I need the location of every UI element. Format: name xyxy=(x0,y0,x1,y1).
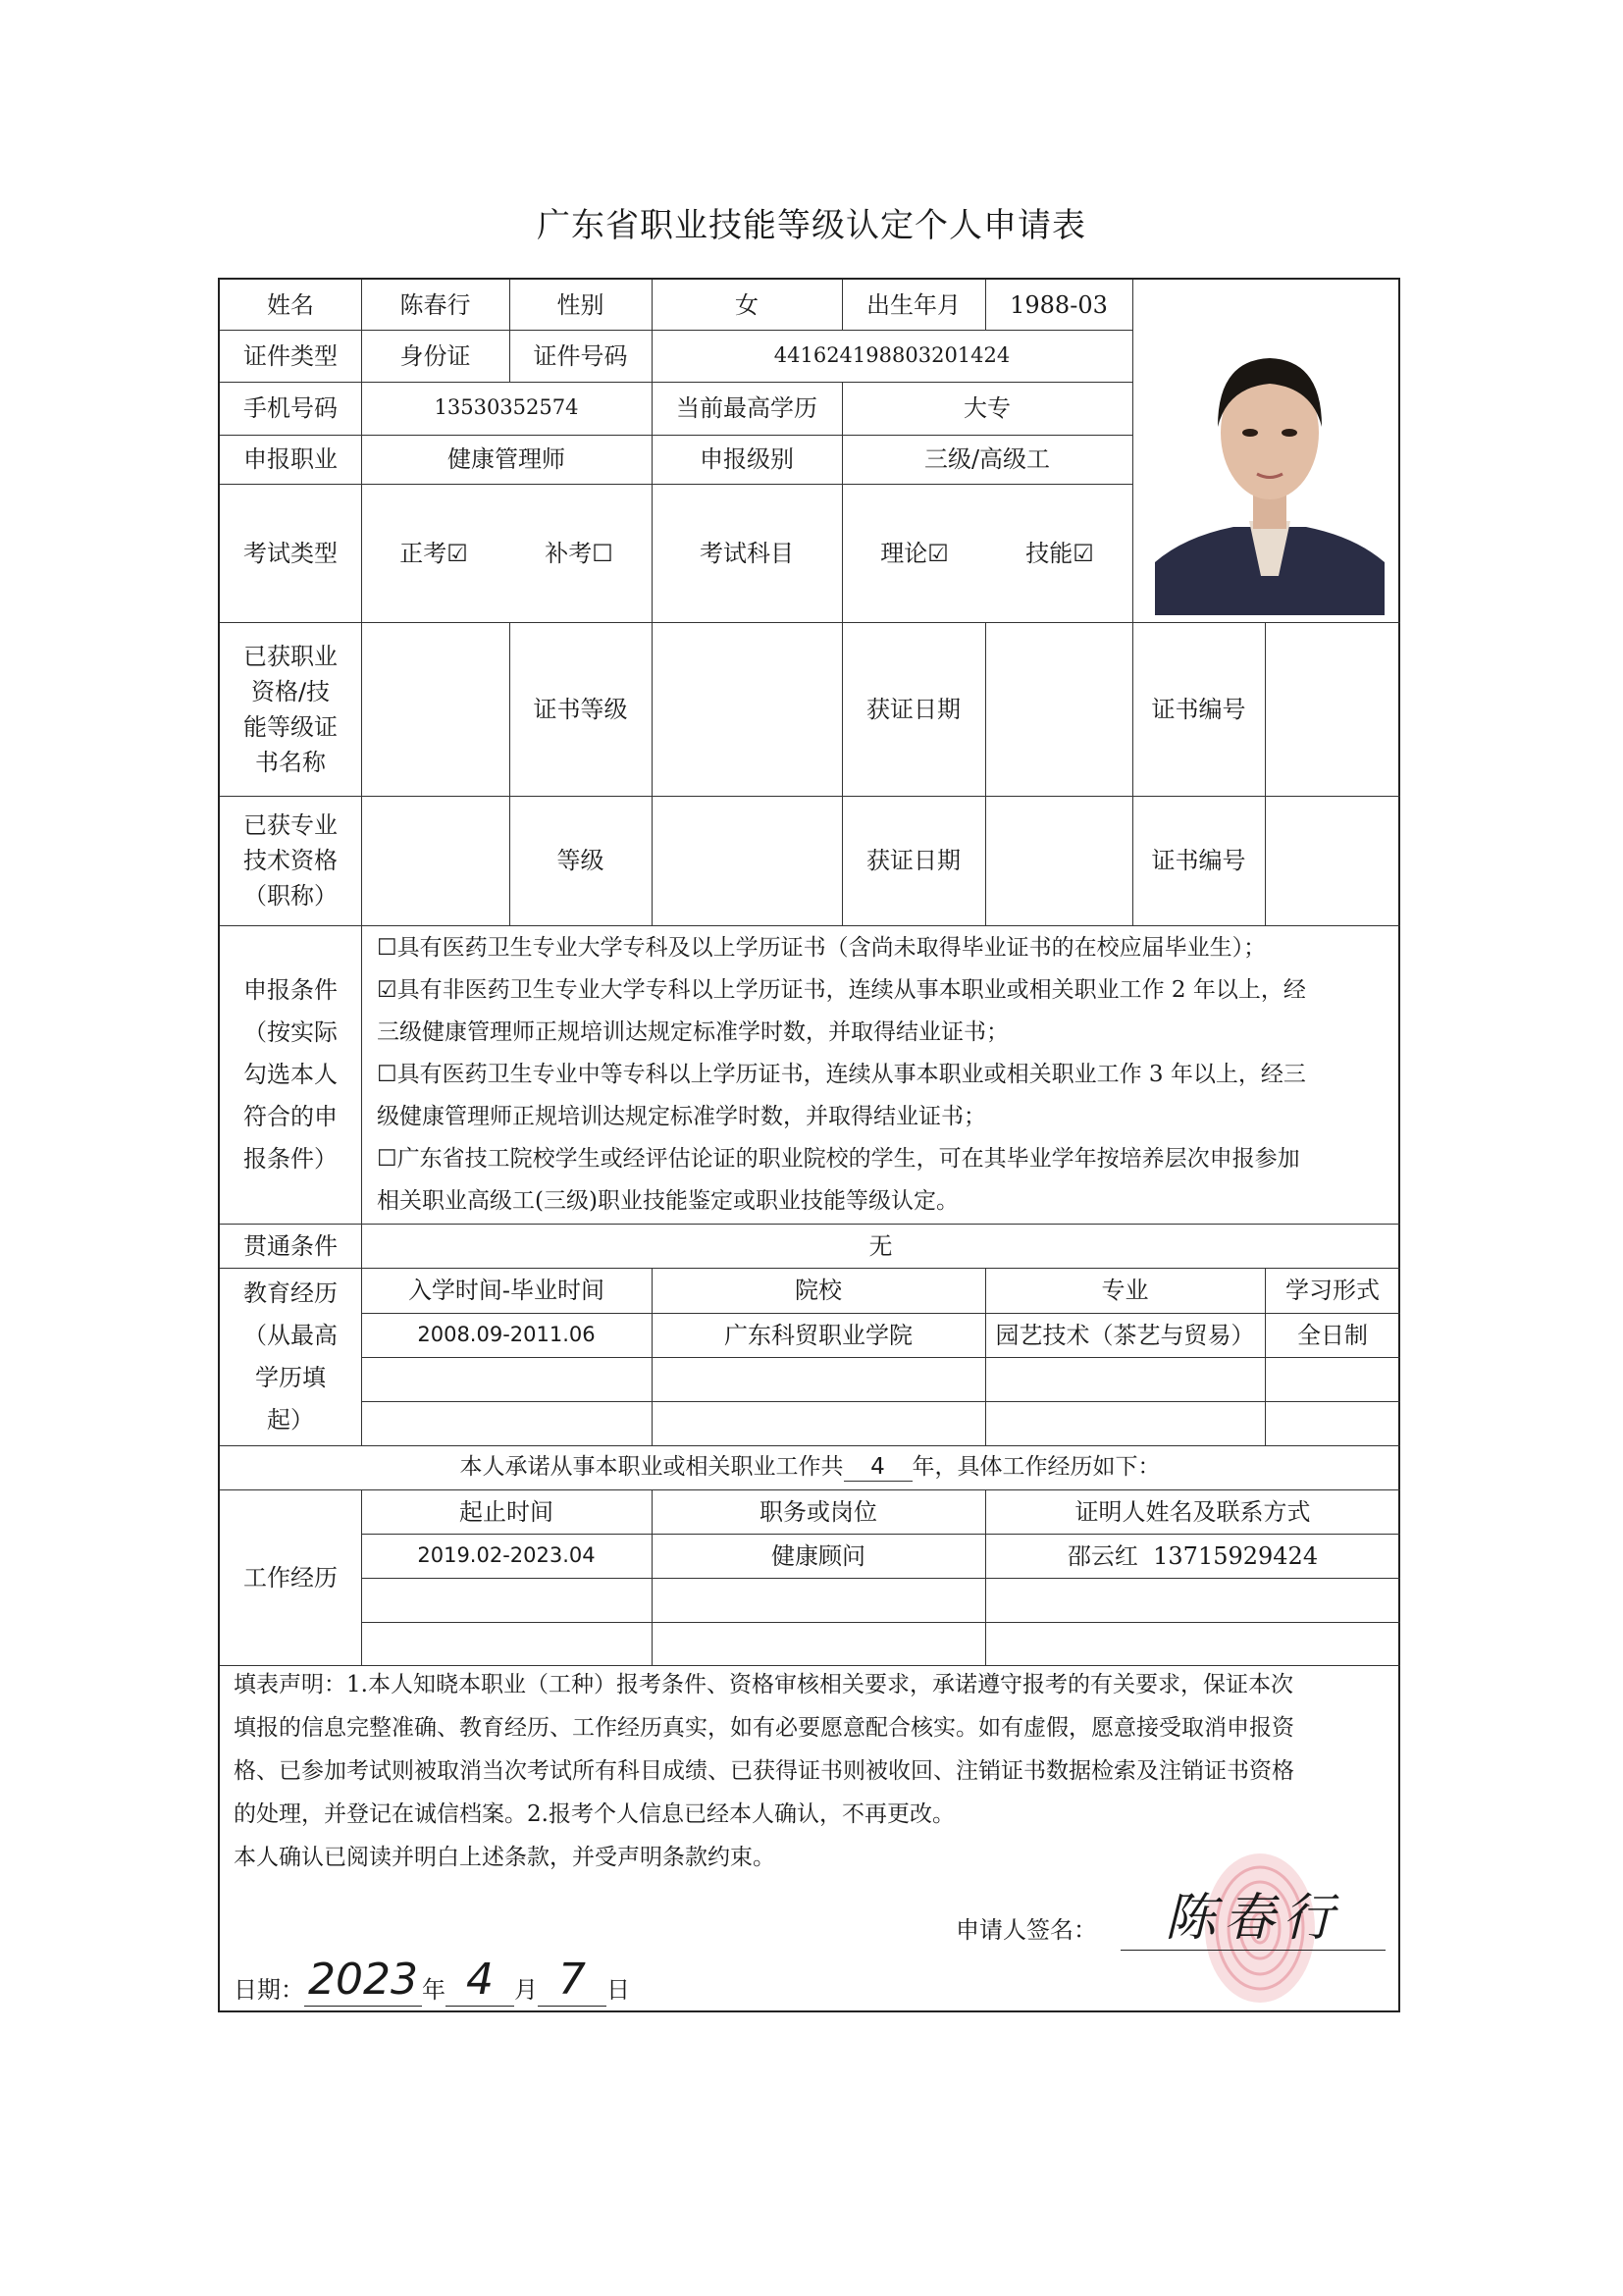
cert-date-label: 获证日期 xyxy=(866,695,961,723)
date-label: 日期： xyxy=(234,1976,304,2004)
occupation-label: 申报职业 xyxy=(243,445,338,473)
condition-line-1: ☐具有医药卫生专业大学专科及以上学历证书（含尚未取得毕业证书的在校应届毕业生）； xyxy=(377,935,1267,961)
edu-row-school: 广东科贸职业学院 xyxy=(724,1321,913,1349)
edu-row-major: 园艺技术（茶艺与贸易） xyxy=(995,1321,1255,1349)
condition-line-3: 三级健康管理师正规培训达规定标准学时数，并取得结业证书； xyxy=(377,1019,1009,1045)
declaration-line-5: 本人确认已阅读并明白上述条款，并受声明条款约束。 xyxy=(234,1845,775,1870)
id-type-label: 证件类型 xyxy=(243,341,338,370)
work-promise-suffix: 年，具体工作经历如下： xyxy=(912,1454,1161,1481)
tech-no-label: 证书编号 xyxy=(1151,847,1246,874)
edu-header-school: 院校 xyxy=(795,1277,842,1304)
condition-line-6: ☐广东省技工院校学生或经评估论证的职业院校的学生，可在其毕业学年按培养层次申报参加 xyxy=(377,1146,1300,1172)
work-years: 4 xyxy=(844,1453,913,1482)
exam-skill-option: 技能☑ xyxy=(1025,539,1094,567)
work-row-position: 健康顾问 xyxy=(771,1541,865,1570)
work-row-period: 2019.02-2023.04 xyxy=(417,1542,596,1567)
edu-row-mode: 全日制 xyxy=(1297,1321,1368,1349)
edu-row-period: 2008.09-2011.06 xyxy=(417,1322,596,1346)
date-line xyxy=(234,1948,630,2007)
exam-regular-option: 正考☑ xyxy=(399,539,468,567)
condition-line-5: 级健康管理师正规培训达规定标准学时数，并取得结业证书； xyxy=(377,1104,986,1129)
date-year: 2023 xyxy=(304,1955,422,2007)
phone-value: 13530352574 xyxy=(434,395,579,420)
gender-value: 女 xyxy=(735,290,759,319)
work-row-reference: 邵云红 13715929424 xyxy=(1067,1541,1319,1570)
id-type-value: 身份证 xyxy=(399,341,471,370)
through-value: 无 xyxy=(868,1231,893,1260)
declaration-line-3: 格、已参加考试则被取消当次考试所有科目成绩、已获得证书则被收回、注销证书数据检索及注销证书资格 xyxy=(234,1758,1294,1784)
occupation-value: 健康管理师 xyxy=(447,445,565,473)
condition-line-2: ☑具有非医药卫生专业大学专科以上学历证书，连续从事本职业或相关职业工作 2 年以上，经 xyxy=(377,977,1306,1003)
date-month-unit: 月 xyxy=(514,1976,538,2004)
work-promise-prefix: 本人承诺从事本职业或相关职业工作共 xyxy=(459,1454,844,1481)
level-label: 申报级别 xyxy=(700,445,794,473)
cert-grade-label: 证书等级 xyxy=(533,695,628,723)
id-no-value: 441624198803201424 xyxy=(773,342,1011,367)
name-value: 陈春行 xyxy=(399,290,471,319)
condition-line-4: ☐具有医药卫生专业中等专科以上学历证书，连续从事本职业或相关职业工作 3 年以上，经三 xyxy=(377,1062,1306,1087)
edu-header-period: 入学时间-毕业时间 xyxy=(407,1277,605,1304)
signature-label: 申请人签名： xyxy=(956,1916,1097,1944)
work-label: 工作经历 xyxy=(243,1563,338,1592)
birth-label: 出生年月 xyxy=(866,290,961,319)
work-header-position: 职务或岗位 xyxy=(759,1497,877,1526)
edu-header-mode: 学习形式 xyxy=(1285,1277,1380,1304)
work-header-reference: 证明人姓名及联系方式 xyxy=(1074,1497,1311,1526)
phone-label: 手机号码 xyxy=(243,394,338,422)
declaration-text xyxy=(234,1663,1391,1879)
edu-value: 大专 xyxy=(964,394,1011,422)
date-day-unit: 日 xyxy=(606,1976,630,2004)
education-label: 教育经历（从最高学历填起） xyxy=(243,1278,338,1434)
applicant-photo xyxy=(1155,319,1385,615)
date-day: 7 xyxy=(538,1955,606,2007)
application-form xyxy=(218,278,1400,2012)
exam-theory-option: 理论☑ xyxy=(880,539,949,567)
name-label: 姓名 xyxy=(267,290,314,319)
declaration-line-4: 的处理，并登记在诚信档案。2.报考个人信息已经本人确认，不再更改。 xyxy=(234,1801,955,1827)
declaration-line-2: 填报的信息完整准确、教育经历、工作经历真实，如有必要愿意配合核实。如有虚假，愿意接受取消申报资 xyxy=(234,1715,1294,1741)
condition-line-7: 相关职业高级工(三级)职业技能鉴定或职业技能等级认定。 xyxy=(377,1188,959,1214)
qualification-cert-label: 已获职业资格/技能等级证书名称 xyxy=(243,642,338,776)
cert-no-label: 证书编号 xyxy=(1151,695,1246,723)
work-promise xyxy=(220,1445,1400,1489)
tech-date-label: 获证日期 xyxy=(866,847,961,874)
birth-value: 1988-03 xyxy=(1010,290,1108,319)
exam-type-label: 考试类型 xyxy=(243,539,338,567)
gender-label: 性别 xyxy=(556,290,604,319)
form-title: 广东省职业技能等级认定个人申请表 xyxy=(537,206,1086,245)
through-label: 贯通条件 xyxy=(243,1231,338,1260)
date-month: 4 xyxy=(445,1955,514,2007)
edu-label: 当前最高学历 xyxy=(676,394,817,422)
exam-makeup-option: 补考☐ xyxy=(545,539,613,567)
level-value: 三级/高级工 xyxy=(923,445,1051,473)
exam-subject-label: 考试科目 xyxy=(700,539,794,567)
date-year-unit: 年 xyxy=(422,1976,445,2004)
tech-grade-label: 等级 xyxy=(556,847,604,874)
conditions-label: 申报条件（按实际勾选本人符合的申报条件） xyxy=(243,975,338,1173)
id-no-label: 证件号码 xyxy=(533,341,628,370)
work-header-period: 起止时间 xyxy=(459,1497,553,1526)
edu-header-major: 专业 xyxy=(1101,1277,1149,1304)
tech-qualification-label: 已获专业技术资格（职称） xyxy=(243,811,338,910)
applicant-signature: 陈春行 xyxy=(1121,1887,1386,1951)
declaration-line-1: 填表声明：1.本人知晓本职业（工种）报考条件、资格审核相关要求，承诺遵守报考的有关要求，保证本次 xyxy=(234,1672,1293,1697)
